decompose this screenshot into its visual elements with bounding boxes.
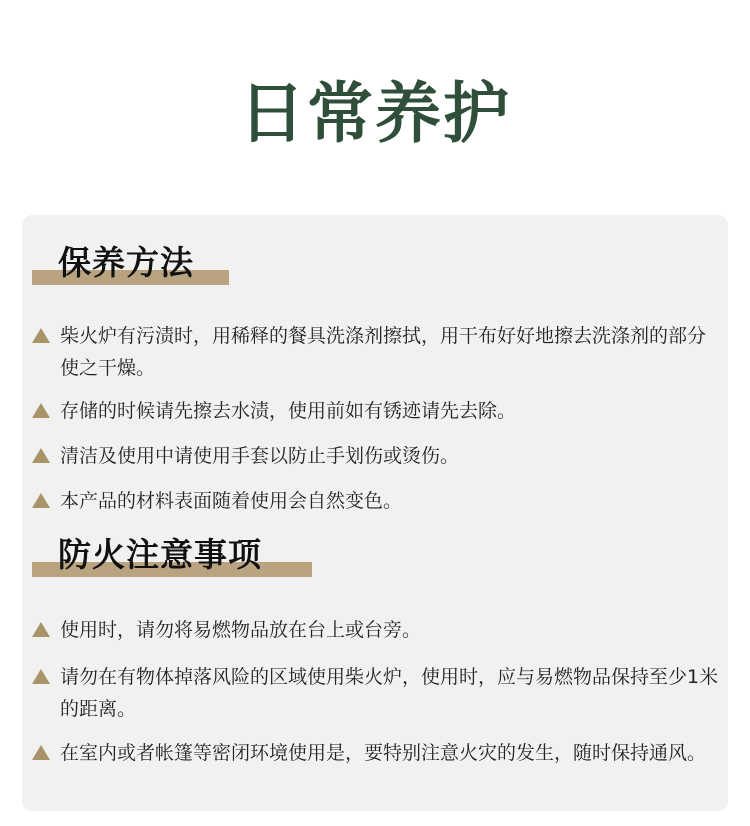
list-item [32, 737, 722, 769]
triangle-bullet-icon [32, 403, 50, 418]
section-title: 防火注意事项 [58, 535, 262, 574]
list-item [32, 440, 722, 472]
triangle-bullet-icon [32, 669, 50, 684]
triangle-bullet-icon [32, 328, 50, 343]
triangle-bullet-icon [32, 448, 50, 463]
page-title: 日常养护 [239, 75, 511, 152]
section-heading-fire-safety [32, 527, 312, 577]
section-heading-maintenance [32, 235, 229, 285]
list-item-text: 清洁及使用中请使用手套以防止手划伤或烫伤。 [60, 445, 460, 467]
list-item-text: 使用时，请勿将易燃物品放在台上或台旁。 [60, 619, 422, 641]
list-item-text: 在室内或者帐篷等密闭环境使用是，要特别注意火灾的发生，随时保持通风。 [60, 742, 707, 764]
section-title: 保养方法 [58, 243, 194, 282]
list-item [32, 395, 722, 427]
list-item-text: 柴火炉有污渍时，用稀释的餐具洗涤剂擦拭，用干布好好地擦去洗涤剂的部分使之干燥。 [60, 325, 707, 379]
triangle-bullet-icon [32, 622, 50, 637]
triangle-bullet-icon [32, 493, 50, 508]
list-item-text: 请勿在有物体掉落风险的区域使用柴火炉，使用时，应与易燃物品保持至少1米的距离。 [60, 666, 719, 720]
list-item [32, 485, 722, 517]
list-item [32, 320, 722, 384]
list-item-text: 本产品的材料表面随着使用会自然变色。 [60, 490, 403, 512]
list-item [32, 614, 722, 646]
list-item [32, 661, 722, 725]
list-item-text: 存储的时候请先擦去水渍，使用前如有锈迹请先去除。 [60, 400, 517, 422]
triangle-bullet-icon [32, 745, 50, 760]
care-card [22, 215, 728, 811]
